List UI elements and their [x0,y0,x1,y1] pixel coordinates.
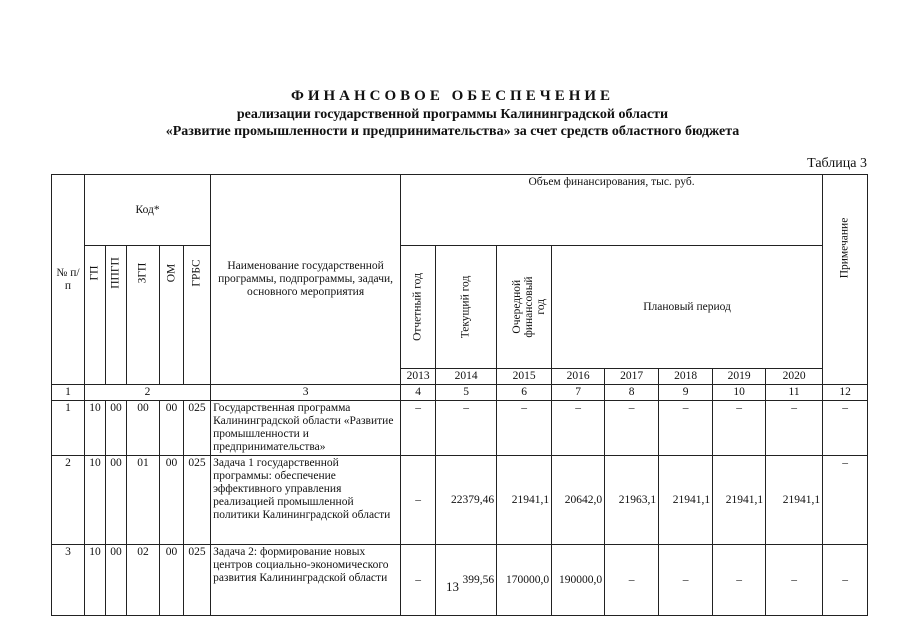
col-number: 5 [436,385,497,401]
col-number: 11 [766,385,823,401]
row-gp: 10 [85,456,106,545]
code-ppgp: ППГП [109,257,122,289]
row-num: 2 [52,456,85,545]
col-number: 10 [713,385,766,401]
row-num: 3 [52,545,85,616]
header-code: Код* [85,175,211,246]
row-value: – [401,456,436,545]
document-title: ФИНАНСОВОЕ ОБЕСПЕЧЕНИЕ [290,88,615,104]
row-value: – [713,401,766,456]
col-number: 9 [659,385,713,401]
row-zgp: 01 [127,456,160,545]
year-cell: 2019 [713,369,766,385]
header-num: № п/п [52,175,85,385]
row-value: 190000,0 [552,545,605,616]
header-volume: Объем финансирования, тыс. руб. [401,175,823,246]
report-year-cell [401,246,436,369]
row-value: – [605,401,659,456]
row-value: 399,56 [436,545,497,616]
row-value: – [659,401,713,456]
header-report-year: Отчетный год [411,273,424,341]
row-name: Задача 2: формирование новых центров социально-экономического развития Калининградской области [211,545,401,616]
code-om: ОМ [165,263,177,283]
col-number: 2 [85,385,211,401]
row-value: – [766,401,823,456]
row-value: 21963,1 [605,456,659,545]
row-value: 20642,0 [552,456,605,545]
row-value: – [659,545,713,616]
row-om: 00 [160,401,184,456]
document-program-name: «Развитие промышленности и предпринимательства» за счет средств областного бюджета [165,124,740,139]
row-grbs: 025 [184,456,211,545]
row-zgp: 00 [127,401,160,456]
col-number: 12 [823,385,868,401]
row-ppgp: 00 [106,401,127,456]
row-value: 21941,1 [659,456,713,545]
row-note: – [823,401,868,456]
row-value: 22379,46 [436,456,497,545]
row-om: 00 [160,456,184,545]
row-value: – [605,545,659,616]
year-cell: 2020 [766,369,823,385]
row-om: 00 [160,545,184,616]
row-ppgp: 00 [106,545,127,616]
header-planned: Плановый период [552,246,823,369]
code-zgp-cell [127,246,160,385]
header-row-2 [52,246,868,369]
code-om-cell [160,246,184,385]
row-num: 1 [52,401,85,456]
col-number: 6 [497,385,552,401]
code-grbs-cell [184,246,211,385]
year-cell: 2014 [436,369,497,385]
row-note: – [823,545,868,616]
year-cell: 2013 [401,369,436,385]
col-number: 7 [552,385,605,401]
year-cell: 2016 [552,369,605,385]
document-subtitle: реализации государственной программы Калининградской области [236,107,669,122]
table-label: Таблица 3 [807,156,867,171]
header-note: Примечание [838,217,851,279]
code-ppgp-cell [106,246,127,385]
row-value: – [766,545,823,616]
col-number: 4 [401,385,436,401]
header-current-year: Текущий год [459,275,472,339]
row-name: Государственная программа Калининградской области «Развитие промышленности и предпринимательства» [211,401,401,456]
header-next-year: Очередной финансовый год [511,276,548,338]
current-year-cell [436,246,497,369]
year-cell: 2015 [497,369,552,385]
financing-table [51,174,868,616]
table-row [52,401,868,456]
column-numbers-row [52,385,868,401]
code-gp: ГП [88,265,101,281]
header-row-1 [52,175,868,246]
year-cell: 2018 [659,369,713,385]
row-value: 21941,1 [713,456,766,545]
row-value: 21941,1 [766,456,823,545]
page-number: 13 [446,579,459,594]
row-value: – [401,401,436,456]
header-note-cell [823,175,868,385]
header-name: Наименование государственной программы, подпрограммы, задачи, основного мероприятия [211,175,401,385]
code-gp-cell [85,246,106,385]
row-name: Задача 1 государственной программы: обеспечение эффективного управления реализацией промышленной политики Калининградской области [211,456,401,545]
row-value: – [713,545,766,616]
row-value: 21941,1 [497,456,552,545]
code-zgp: ЗГП [136,262,149,284]
col-number: 8 [605,385,659,401]
table-row [52,456,868,545]
row-grbs: 025 [184,401,211,456]
row-note: – [823,456,868,545]
row-value: 170000,0 [497,545,552,616]
row-value: – [497,401,552,456]
col-number: 1 [52,385,85,401]
row-value: – [401,545,436,616]
row-gp: 10 [85,401,106,456]
row-grbs: 025 [184,545,211,616]
col-number: 3 [211,385,401,401]
code-grbs: ГРБС [190,259,203,287]
row-gp: 10 [85,545,106,616]
next-year-cell [497,246,552,369]
year-cell: 2017 [605,369,659,385]
row-value: – [436,401,497,456]
row-value: – [552,401,605,456]
row-zgp: 02 [127,545,160,616]
row-ppgp: 00 [106,456,127,545]
